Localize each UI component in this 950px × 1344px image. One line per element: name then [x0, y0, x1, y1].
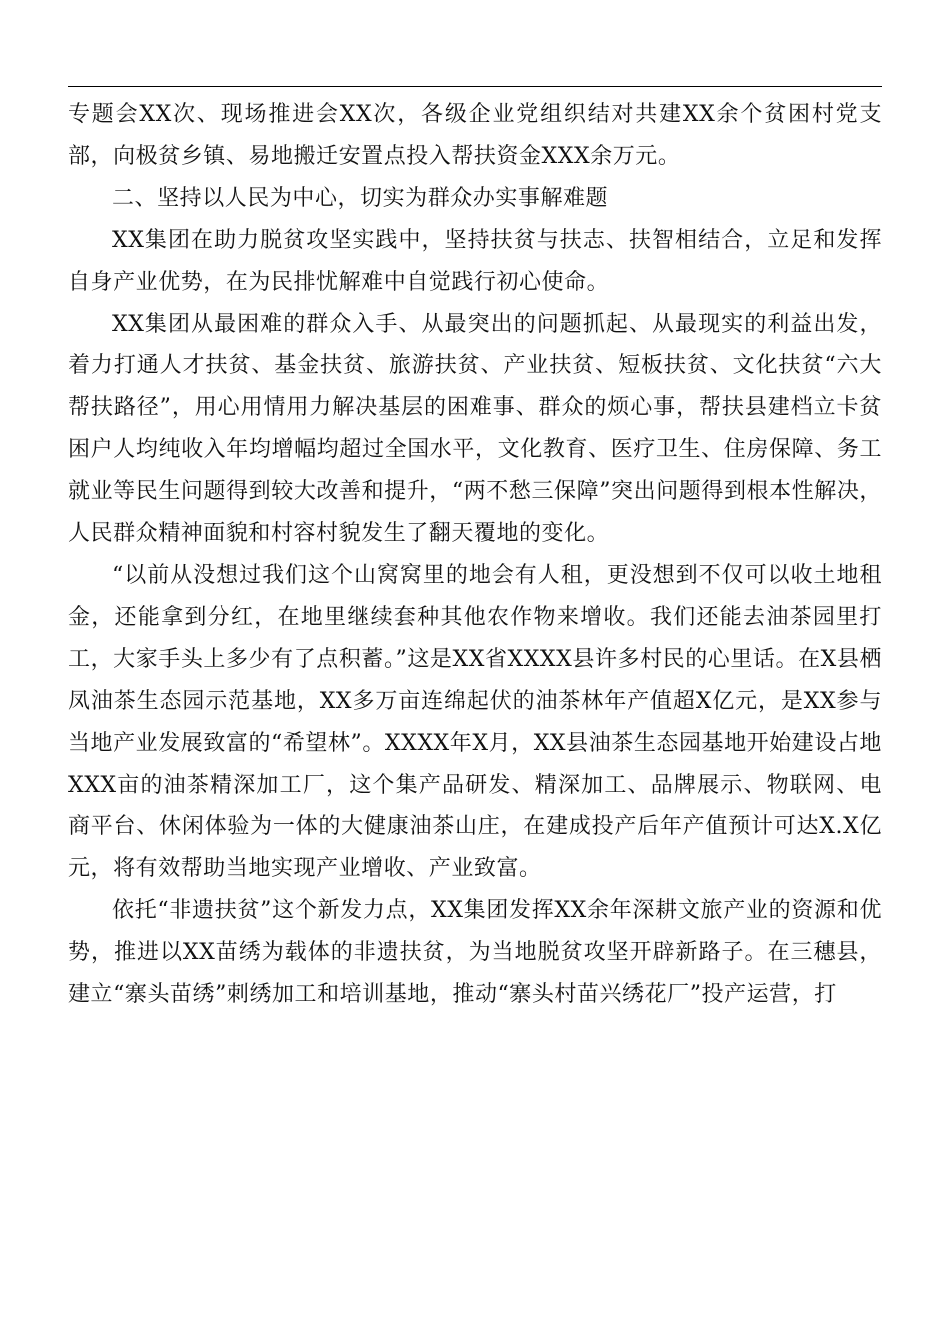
header-rule	[68, 86, 882, 87]
paragraph: XX集团在助力脱贫攻坚实践中，坚持扶贫与扶志、扶智相结合，立足和发挥自身产业优势，在为民排忧解难中自觉践行初心使命。	[68, 227, 882, 295]
document-body	[68, 94, 882, 1016]
paragraph-quote: “以前从没想过我们这个山窝窝里的地会有人租，更没想到不仅可以收土地租金，还能拿到分红，在地里继续套种其他农作物来增收。我们还能去油茶园里打工，大家手头上多少有了点积蓄。”这是XX省XXXX县许多村民的心里话。在X县栖凤油茶生态园示范基地，XX多万亩连绵起伏的油茶林年产值超X亿元，是XX参与当地产业发展致富的“希望林”。XXXX年X月，XX县油茶生态园基地开始建设占地XXX亩的油茶精深加工厂，这个集产品研发、精深加工、品牌展示、物联网、电商平台、休闲体验为一体的大健康油茶山庄，在建成投产后年产值预计可达X.X亿元，将有效帮助当地实现产业增收、产业致富。	[68, 562, 882, 882]
paragraph: XX集团从最困难的群众入手、从最突出的问题抓起、从最现实的利益出发，着力打通人才扶贫、基金扶贫、旅游扶贫、产业扶贫、短板扶贫、文化扶贫“六大帮扶路径”，用心用情用力解决基层的困难事、群众的烦心事，帮扶县建档立卡贫困户人均纯收入年均增幅均超过全国水平，文化教育、医疗卫生、住房保障、务工就业等民生问题得到较大改善和提升，“两不愁三保障”突出问题得到根本性解决，人民群众精神面貌和村容村貌发生了翻天覆地的变化。	[68, 311, 882, 547]
paragraph-continuation: 专题会XX次、现场推进会XX次，各级企业党组织结对共建XX余个贫困村党支部，向极贫乡镇、易地搬迁安置点投入帮扶资金XXX余万元。	[68, 102, 882, 169]
section-heading: 二、坚持以人民为中心，切实为群众办实事解难题	[112, 185, 609, 211]
paragraph: 依托“非遗扶贫”这个新发力点，XX集团发挥XX余年深耕文旅产业的资源和优势，推进以XX苗绣为载体的非遗扶贫，为当地脱贫攻坚开辟新路子。在三穗县，建立“寨头苗绣”刺绣加工和培训基地，推动“寨头村苗兴绣花厂”投产运营，打	[68, 898, 882, 1008]
